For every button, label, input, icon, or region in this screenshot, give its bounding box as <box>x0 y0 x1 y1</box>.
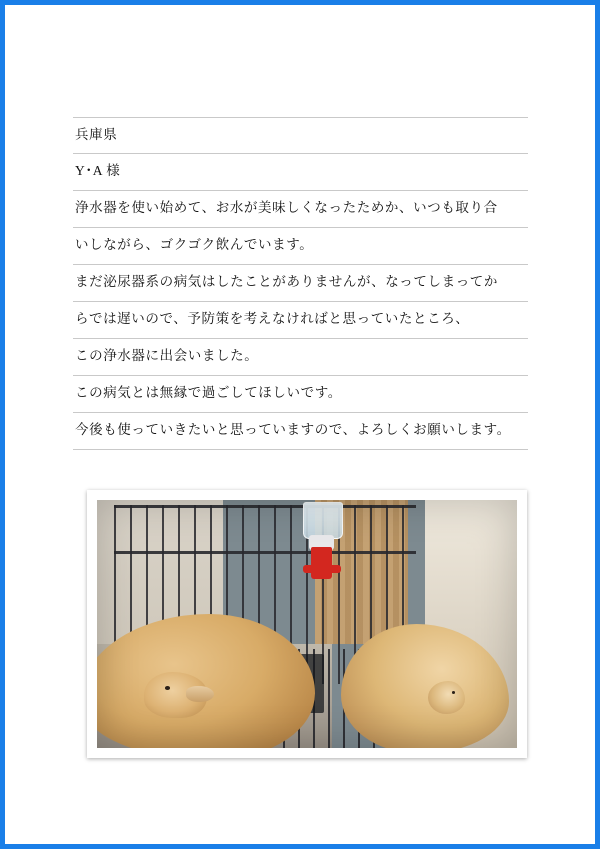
letter-line: らでは遅いので、予防策を考えなければと思っていたところ、 <box>73 302 528 339</box>
letter-line: 今後も使っていきたいと思っていますので、よろしくお願いします。 <box>73 413 528 450</box>
letter-line: この病気とは無縁で過ごしてほしいです。 <box>73 376 528 413</box>
letter-line: いしながら、ゴクゴク飲んでいます。 <box>73 228 528 265</box>
letter-line: 浄水器を使い始めて、お水が美味しくなったためか、いつも取り合 <box>73 191 528 228</box>
dogs-drinking-photo <box>97 500 517 748</box>
letter-line: Y･A 様 <box>73 154 528 191</box>
letter-line: この浄水器に出会いました。 <box>73 339 528 376</box>
letter-line: まだ泌尿器系の病気はしたことがありませんが、なってしまってか <box>73 265 528 302</box>
photo-vignette <box>97 500 517 748</box>
letter-body <box>73 117 528 450</box>
document-page <box>5 5 595 844</box>
photo-frame <box>87 490 527 758</box>
letter-line: 兵庫県 <box>73 117 528 154</box>
